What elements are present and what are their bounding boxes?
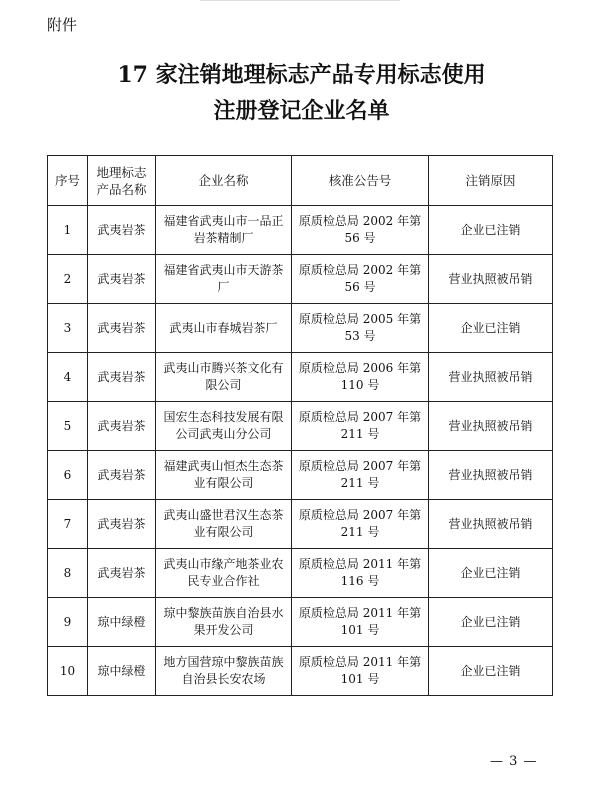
cell-no: 5 [48,402,88,451]
cell-announcement: 原质检总局 2006 年第 110 号 [292,353,429,402]
enterprise-table [47,155,553,696]
cell-announcement: 原质检总局 2002 年第 56 号 [292,255,429,304]
cell-announcement: 原质检总局 2007 年第 211 号 [292,402,429,451]
header-reason: 注销原因 [429,156,553,206]
cell-product: 琼中绿橙 [88,647,156,696]
cell-no: 4 [48,353,88,402]
cell-enterprise: 武夷山市缘产地茶业农民专业合作社 [156,549,292,598]
cell-enterprise: 福建省武夷山市天游茶厂 [156,255,292,304]
cell-enterprise: 琼中黎族苗族自治县水果开发公司 [156,598,292,647]
table-row [48,206,553,255]
cell-announcement: 原质检总局 2011 年第 101 号 [292,598,429,647]
header-announcement: 核准公告号 [292,156,429,206]
cell-enterprise: 武夷山盛世君汉生态茶业有限公司 [156,500,292,549]
cell-enterprise: 福建省武夷山市一品正岩茶精制厂 [156,206,292,255]
cell-product: 武夷岩茶 [88,549,156,598]
header-product-line1: 地理标志 [96,164,147,180]
title-line-1: 17 家注销地理标志产品专用标志使用 [117,62,486,88]
cell-no: 8 [48,549,88,598]
header-product [88,156,156,206]
cell-no: 6 [48,451,88,500]
cell-announcement: 原质检总局 2005 年第 53 号 [292,304,429,353]
cell-enterprise: 福建武夷山恒杰生态茶业有限公司 [156,451,292,500]
cell-reason: 企业已注销 [429,304,553,353]
table-header-row [48,156,553,206]
attachment-label: 附件 [47,16,78,34]
top-divider [200,0,400,1]
cell-announcement: 原质检总局 2011 年第 116 号 [292,549,429,598]
table-row [48,255,553,304]
cell-no: 2 [48,255,88,304]
cell-reason: 营业执照被吊销 [429,353,553,402]
cell-product: 武夷岩茶 [88,304,156,353]
header-enterprise: 企业名称 [156,156,292,206]
table-row [48,500,553,549]
cell-no: 3 [48,304,88,353]
header-no: 序号 [48,156,88,206]
table-row [48,549,553,598]
cell-no: 10 [48,647,88,696]
cell-announcement: 原质检总局 2007 年第 211 号 [292,500,429,549]
table-row [48,402,553,451]
cell-announcement: 原质检总局 2002 年第 56 号 [292,206,429,255]
cell-reason: 营业执照被吊销 [429,500,553,549]
cell-product: 武夷岩茶 [88,451,156,500]
cell-no: 1 [48,206,88,255]
table-row [48,304,553,353]
cell-enterprise: 武夷山市春城岩茶厂 [156,304,292,353]
cell-reason: 企业已注销 [429,598,553,647]
cell-reason: 企业已注销 [429,549,553,598]
cell-no: 9 [48,598,88,647]
cell-reason: 营业执照被吊销 [429,402,553,451]
cell-enterprise: 国宏生态科技发展有限公司武夷山分公司 [156,402,292,451]
page-number: — 3 — [490,754,538,769]
table-row [48,353,553,402]
cell-reason: 企业已注销 [429,206,553,255]
table-row [48,451,553,500]
cell-enterprise: 地方国营琼中黎族苗族自治县长安农场 [156,647,292,696]
cell-reason: 营业执照被吊销 [429,451,553,500]
cell-product: 武夷岩茶 [88,206,156,255]
cell-product: 武夷岩茶 [88,353,156,402]
header-product-line2: 产品名称 [96,181,147,197]
cell-enterprise: 武夷山市腾兴茶文化有限公司 [156,353,292,402]
title-line-2: 注册登记企业名单 [213,98,390,124]
cell-product: 武夷岩茶 [88,500,156,549]
cell-product: 武夷岩茶 [88,402,156,451]
cell-reason: 企业已注销 [429,647,553,696]
table-row [48,598,553,647]
cell-product: 琼中绿橙 [88,598,156,647]
cell-announcement: 原质检总局 2007 年第 211 号 [292,451,429,500]
cell-reason: 营业执照被吊销 [429,255,553,304]
cell-announcement: 原质检总局 2011 年第 101 号 [292,647,429,696]
cell-no: 7 [48,500,88,549]
table-row [48,647,553,696]
cell-product: 武夷岩茶 [88,255,156,304]
